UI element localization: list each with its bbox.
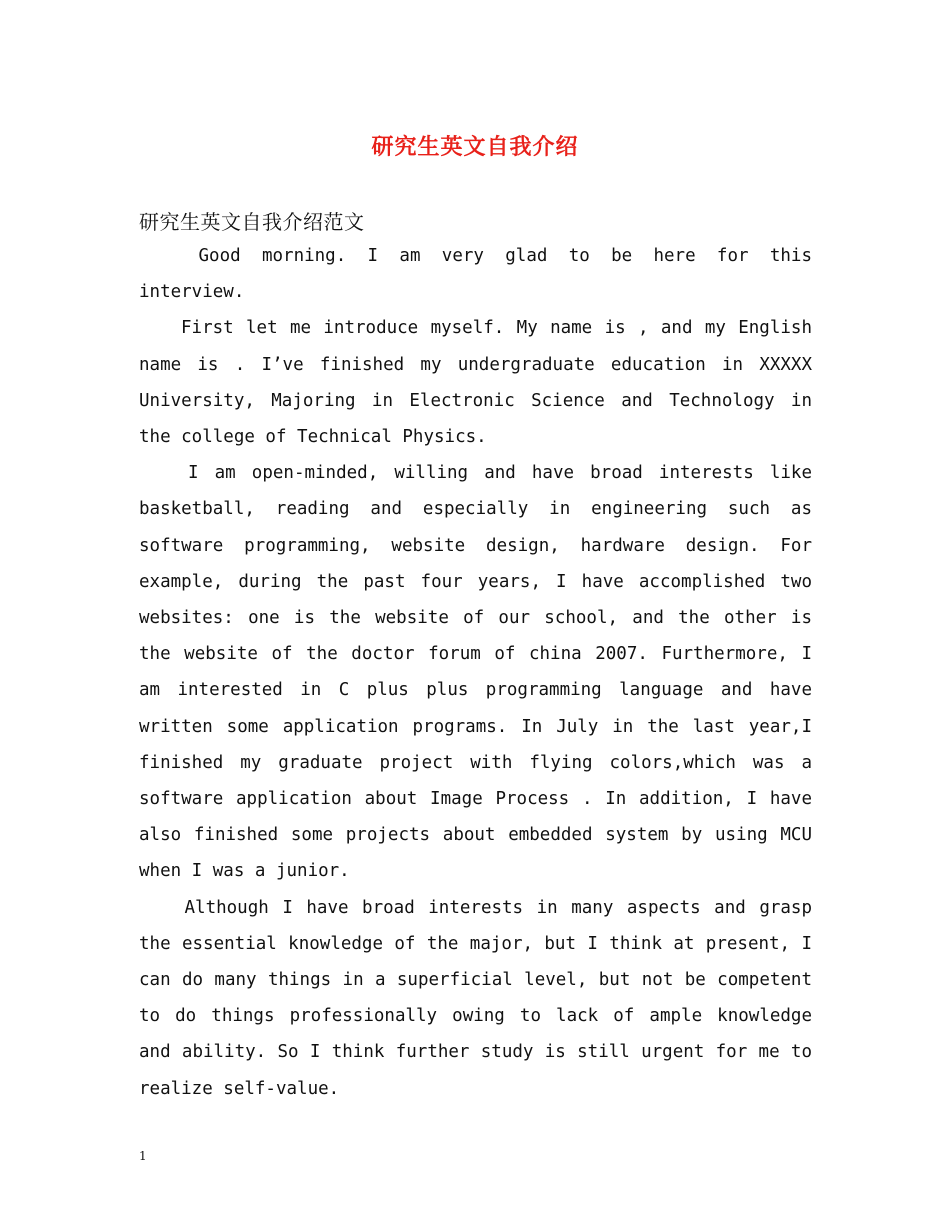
document-subtitle: 研究生英文自我介绍范文 (139, 210, 365, 234)
paragraph-interests: I am open-minded, willing and have broad interests like basketball, reading and especially in engineering such as software programming, website design, hardware design. For example, during the past four years, I have accomplished two websites: one is the website of our school, and the other is the website of the doctor forum of china 2007. Furthermore, I am interested in C plus plus programming language and have written some application programs. In July in the last year,I finished my graduate project with flying colors,which was a software application about Image Process . In addition, I have also finished some projects about embedded system by using MCU when I was a junior. (139, 463, 812, 882)
paragraph-further-study: Although I have broad interests in many aspects and grasp the essential knowledge of the major, but I think at present, I can do many things in a superficial level, but not be competent to do things professionally owing to lack of ample knowledge and ability. So I think further study is still urgent for me to realize self-value. (139, 897, 812, 1099)
page-number: 1 (139, 1149, 147, 1163)
paragraph-greeting: Good morning. I am very glad to be here for this interview. (139, 246, 812, 303)
document-body (139, 238, 812, 1107)
document-title: 研究生英文自我介绍 (371, 134, 579, 160)
paragraph-introduction: First let me introduce myself. My name is , and my English name is . I’ve finished my undergraduate education in XXXXX University, Majoring in Electronic Science and Technology in the college of Technical Physics. (139, 318, 812, 448)
